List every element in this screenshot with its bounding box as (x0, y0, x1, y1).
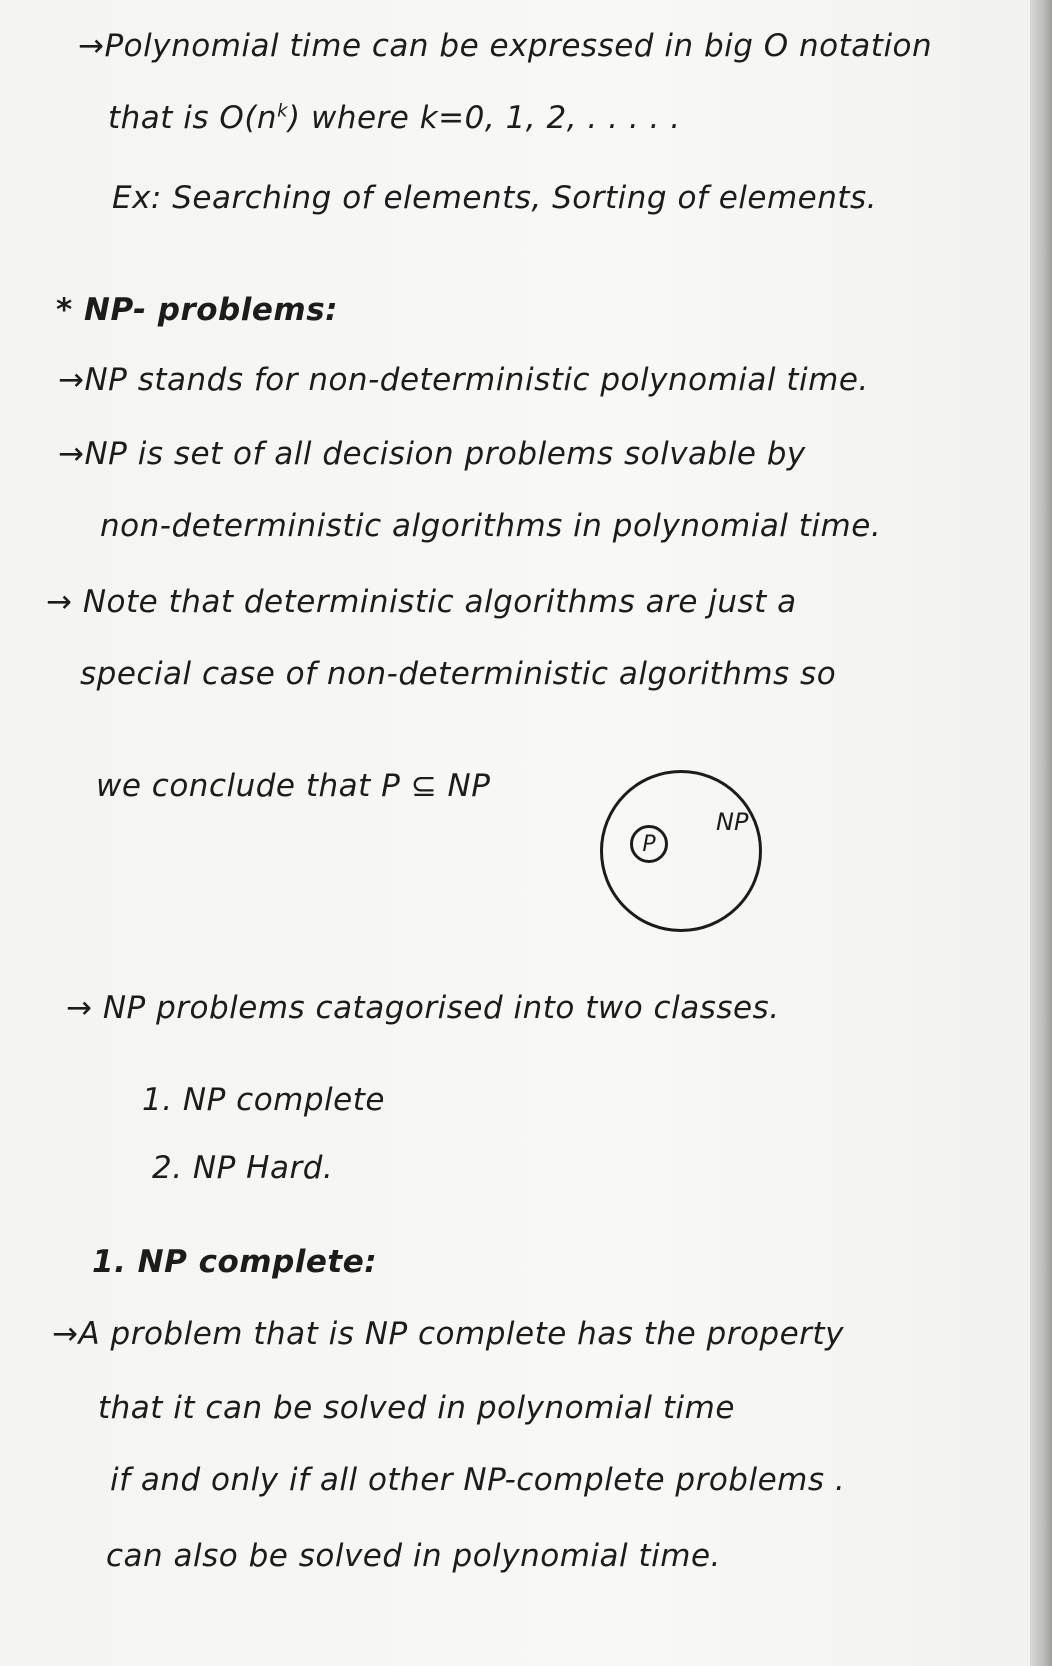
note-line-4: →NP stands for non-deterministic polynomial time. (58, 362, 869, 398)
note-line-2 (108, 100, 681, 136)
note-line-8: special case of non-deterministic algorithms so (80, 656, 837, 692)
note-line-9: we conclude that P ⊆ NP (96, 768, 491, 804)
note-line-5: →NP is set of all decision problems solvable by (58, 436, 806, 472)
note-line-16: can also be solved in polynomial time. (106, 1538, 721, 1574)
note-line-13: →A problem that is NP complete has the property (52, 1316, 844, 1352)
note-line-10: → NP problems catagorised into two classes. (66, 990, 780, 1026)
note-line-14: that it can be solved in polynomial time (98, 1390, 735, 1426)
note-line-1: →Polynomial time can be expressed in big O notation (78, 28, 933, 64)
big-o-prefix: that is O(n (108, 100, 278, 136)
note-line-15: if and only if all other NP-complete problems . (110, 1462, 846, 1498)
p-set-circle (630, 825, 668, 863)
p-set-label: P (642, 831, 656, 857)
heading-np-complete: 1. NP complete: (92, 1244, 378, 1280)
page-edge (1030, 0, 1052, 1666)
note-line-3: Ex: Searching of elements, Sorting of elements. (112, 180, 878, 216)
exponent: k (277, 100, 289, 122)
np-set-label: NP (716, 808, 749, 836)
list-item-np-complete: 1. NP complete (142, 1082, 385, 1118)
note-line-6: non-deterministic algorithms in polynomial time. (100, 508, 882, 544)
np-set-circle (600, 770, 762, 932)
note-line-7: → Note that deterministic algorithms are just a (46, 584, 797, 620)
list-item-np-hard: 2. NP Hard. (152, 1150, 334, 1186)
big-o-suffix: ) where k=0, 1, 2, . . . . . (288, 100, 681, 136)
heading-np-problems: * NP- problems: (56, 292, 339, 328)
